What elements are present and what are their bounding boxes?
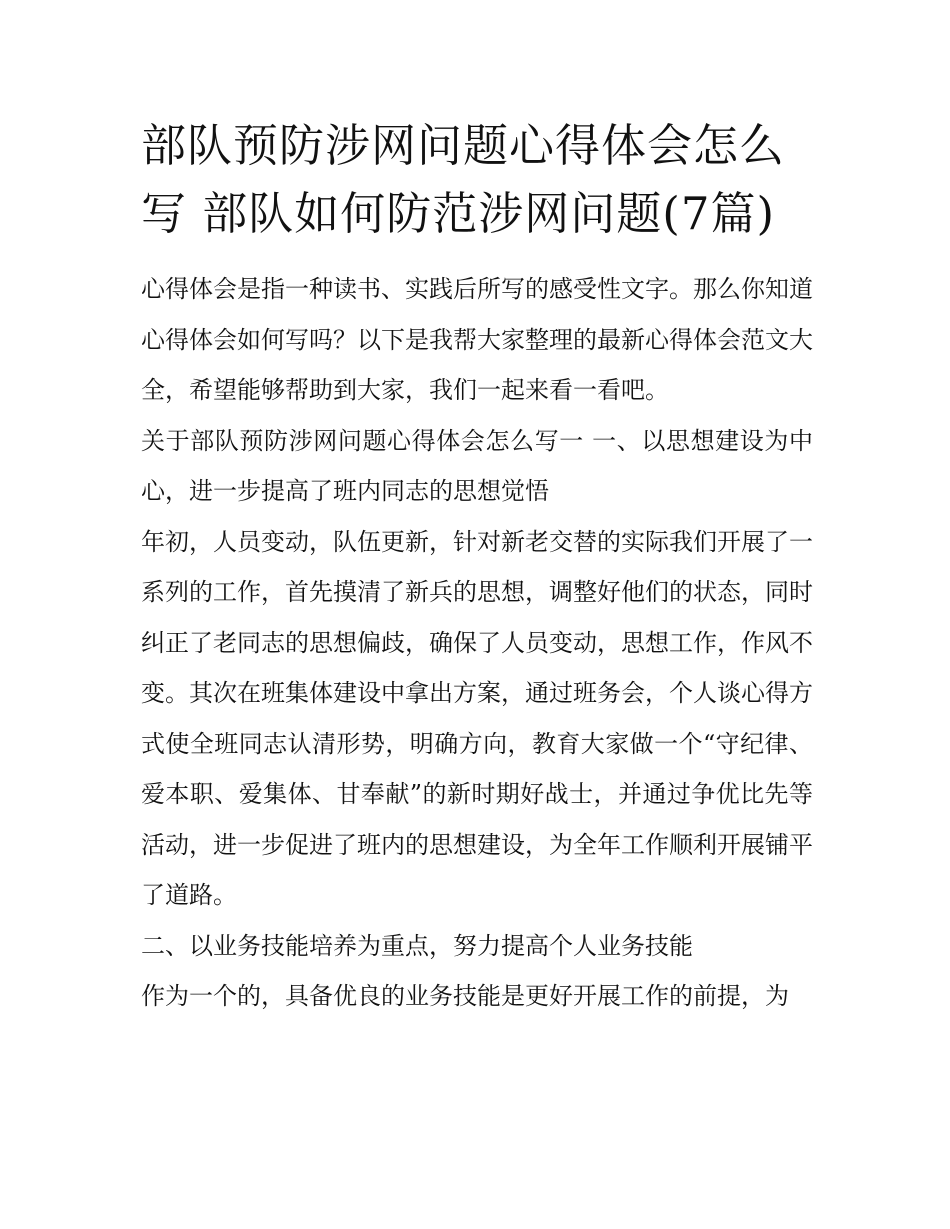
body-paragraph-continued: 作为一个的，具备优良的业务技能是更好开展工作的前提，为 bbox=[141, 982, 789, 1010]
section-heading-1: 关于部队预防涉网问题心得体会怎么写一 一、以思想建设为中心，进一步提高了班内同志的思想觉悟 bbox=[141, 426, 813, 505]
body-paragraph: 年初，人员变动，队伍更新，针对新老交替的实际我们开展了一系列的工作，首先摸清了新兵的思想，调整好他们的状态，同时纠正了老同志的思想偏歧，确保了人员变动，思想工作，作风不变。其次在班集体建设中拿出方案，通过班务会，个人谈心得方式使全班同志认清形势，明确方向，教育大家做一个“守纪律、爱本职、爱集体、甘奉献”的新时期好战士，并通过争优比先等活动，进一步促进了班内的思想建设，为全年工作顺利开展铺平了道路。 bbox=[141, 527, 813, 909]
intro-paragraph: 心得体会是指一种读书、实践后所写的感受性文字。那么你知道心得体会如何写吗？以下是我帮大家整理的最新心得体会范文大全，希望能够帮助到大家，我们一起来看一看吧。 bbox=[141, 275, 813, 404]
document-page bbox=[141, 112, 813, 1022]
section-heading-2: 二、以业务技能培养为重点，努力提高个人业务技能 bbox=[141, 931, 693, 960]
document-title: 部队预防涉网问题心得体会怎么写 部队如何防范涉网问题(7篇) bbox=[141, 119, 786, 240]
